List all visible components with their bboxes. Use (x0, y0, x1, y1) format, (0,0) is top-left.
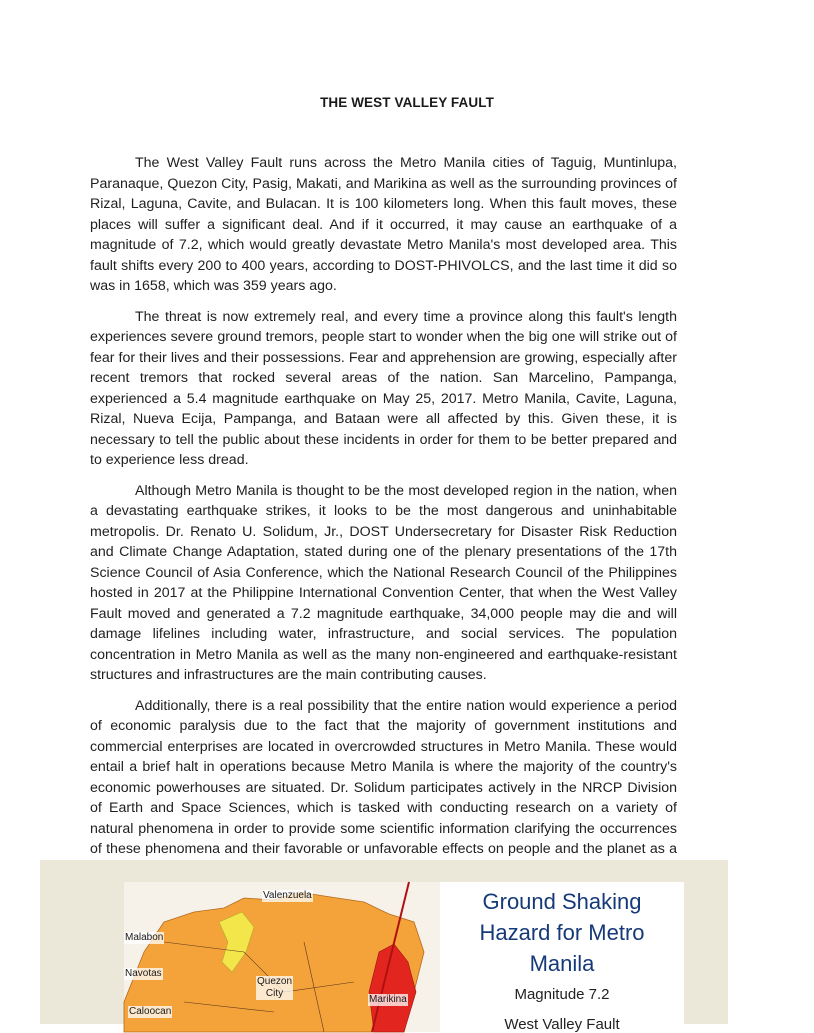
hazard-map-figure (40, 860, 728, 1033)
paragraph-3: Although Metro Manila is thought to be the most developed region in the nation, when a devastating earthquake strikes, it looks to be the most dangerous and uninhabitable metropolis. Dr. Renato U. Solidum, Jr., DOST Undersecretary for Disaster Risk Reduction and Climate Change Adaptation, stated during one of the plenary presentations of the 17th Science Council of Asia Conference, which the National Research Council of the Philippines hosted in 2017 at the Philippine International Convention Center, that when the West Valley Fault moved and generated a 7.2 magnitude earthquake, 34,000 people may die and will damage lifelines including water, infrastructure, and social services. The population concentration in Metro Manila as well as the many non-engineered and earthquake-resistant structures and infrastructures are the main contributing causes. (90, 482, 677, 683)
map-legend (440, 882, 684, 1032)
legend-title: Ground Shaking Hazard for Metro Manila (479, 889, 645, 976)
metro-manila-map (124, 882, 454, 1032)
label-marikina: Marikina (369, 994, 407, 1005)
label-quezon-city: Quezon City (257, 976, 293, 999)
legend-fault-name: West Valley Fault (504, 1016, 620, 1033)
label-caloocan: Caloocan (129, 1006, 172, 1017)
paragraph-2: The threat is now extremely real, and every time a province along this fault's length experiences severe ground tremors, people start to wonder when the big one will strike out of fear for their lives and their possessions. Fear and apprehension are growing, especially after recent tremors that rocked several areas of the nation. San Marcelino, Pampanga, experienced a 5.4 magnitude earthquake on May 25, 2017. Metro Manila, Cavite, Laguna, Rizal, Nueva Ecija, Pampanga, and Bataan were all affected by this. Given these, it is necessary to tell the public about these incidents in order for them to be better prepared and to experience less dread. (90, 308, 677, 468)
paragraph-1: The West Valley Fault runs across the Metro Manila cities of Taguig, Muntinlupa, Paranaque, Quezon City, Pasig, Makati, and Marikina as well as the surrounding provinces of Rizal, Laguna, Cavite, and Bulacan. It is 100 kilometers long. When this fault moves, these places will suffer a significant deal. And if it occurred, it may cause an earthquake of a magnitude of 7.2, which would greatly devastate Metro Manila's most developed area. This fault shifts every 200 to 400 years, according to DOST-PHIVOLCS, and the last time it did so was in 1658, which was 359 years ago. (90, 155, 677, 294)
paragraph-4: Additionally, there is a real possibility that the entire nation would experience a period of economic paralysis due to the fact that the majority of government institutions and commercial enterprises are located in overcrowded structures in Metro Manila. These would entail a brief halt in operations because Metro Manila is where the majority of the country's economic powerhouses are situated. Dr. Solidum participates actively in the NRCP Division of Earth and Space Sciences, which is tasked with conducting research on a variety of natural phenomena in order to provide some scientific information clarifying the occurrences of these phenomena and their favorable or unfavorable effects on people and the planet as a (90, 697, 677, 857)
label-navotas: Navotas (125, 968, 162, 979)
document-body (90, 153, 677, 890)
document-title: THE WEST VALLEY FAULT (320, 95, 494, 110)
label-valenzuela: Valenzuela (263, 890, 312, 901)
label-malabon: Malabon (125, 932, 164, 943)
legend-magnitude: Magnitude 7.2 (514, 986, 610, 1003)
